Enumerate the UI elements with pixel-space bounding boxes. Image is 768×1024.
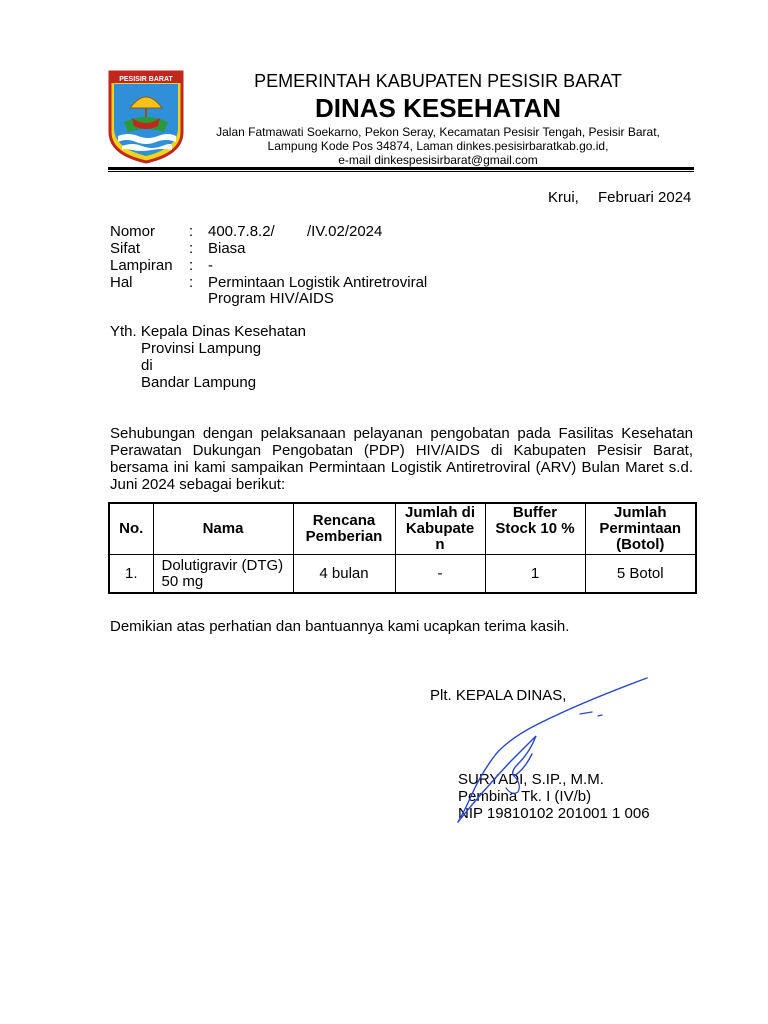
signatory-title: Plt. KEPALA DINAS, xyxy=(430,687,567,704)
sifat-colon: : xyxy=(189,240,194,257)
recipient-line-3: di xyxy=(141,357,153,374)
hal-value-line-1: Permintaan Logistik Antiretroviral xyxy=(208,274,428,291)
logo-label: PESISIR BARAT xyxy=(119,76,173,83)
col-header-permintaan-1: Jumlah xyxy=(613,504,667,521)
handwritten-signature xyxy=(452,672,657,830)
signatory-rank: Pembina Tk. I (IV/b) xyxy=(458,788,592,805)
cell-nama xyxy=(153,555,293,594)
cell-buffer: 1 xyxy=(485,555,585,594)
letter-date: Februari 2024 xyxy=(598,189,692,206)
header-agency-name: DINAS KESEHATAN xyxy=(314,93,562,123)
cell-jumlah-kabupaten: - xyxy=(395,555,485,594)
hal-value-line-2: Program HIV/AIDS xyxy=(208,290,334,307)
cell-rencana: 4 bulan xyxy=(293,555,395,594)
logistics-request-table xyxy=(108,502,697,594)
header-address-line-2: Lampung Kode Pos 34874, Laman dinkes.pesisirbaratkab.go.id, xyxy=(267,139,609,153)
pesisir-barat-emblem-logo xyxy=(108,70,184,164)
nomor-colon: : xyxy=(189,223,194,240)
cell-nama-line-2: 50 mg xyxy=(161,572,204,590)
recipient-line-1: Yth. Kepala Dinas Kesehatan xyxy=(110,323,306,340)
col-header-rencana-2: Pemberian xyxy=(305,528,383,545)
col-header-jumlah-kabupaten xyxy=(395,503,485,555)
col-header-nama: Nama xyxy=(153,503,293,555)
col-header-rencana xyxy=(293,503,395,555)
cell-nama-line-1: Dolutigravir (DTG) xyxy=(161,556,284,574)
body-paragraph: Sehubungan dengan pelaksanaan pelayanan pengobatan pada Fasilitas Kesehatan Perawatan Dukungan Pengobatan (PDP) HIV/AIDS di Kabupaten Pesisir Barat, bersama ini kami sampaikan Permintaan Logistik Antiretroviral (ARV) Bulan Maret s.d. Juni 2024 sebagai berikut: xyxy=(110,425,693,493)
recipient-line-4: Bandar Lampung xyxy=(141,374,257,391)
letter-date-city: Krui, xyxy=(548,189,579,206)
hal-label: Hal xyxy=(110,274,133,291)
signatory-name: SURYADI, S.IP., M.M. xyxy=(458,771,604,788)
col-header-permintaan-3: (Botol) xyxy=(616,536,665,553)
lampiran-value: - xyxy=(208,257,213,274)
sifat-value: Biasa xyxy=(208,240,246,257)
letterhead-thick-rule xyxy=(108,167,694,170)
letterhead-thin-rule xyxy=(108,171,694,172)
col-header-jumlah-kab-2: Kabupate xyxy=(405,520,475,537)
closing-sentence: Demikian atas perhatian dan bantuannya kami ucapkan terima kasih. xyxy=(110,618,570,635)
nomor-value: 400.7.8.2/ xyxy=(208,223,275,240)
col-header-rencana-1: Rencana xyxy=(312,512,376,529)
hal-colon: : xyxy=(189,274,194,291)
cell-jumlah-permintaan: 5 Botol xyxy=(585,555,696,594)
signatory-nip: NIP 19810102 201001 1 006 xyxy=(458,805,650,822)
col-header-jumlah-kab-1: Jumlah di xyxy=(404,504,475,521)
header-email-line: e-mail dinkespesisirbarat@gmail.com xyxy=(338,153,538,167)
cell-no: 1. xyxy=(109,555,153,594)
col-header-jumlah-kab-3: n xyxy=(435,536,445,553)
col-header-buffer xyxy=(485,503,585,555)
table-row xyxy=(109,555,696,594)
col-header-no: No. xyxy=(109,503,153,555)
sifat-label: Sifat xyxy=(110,240,141,257)
col-header-buffer-1: Buffer xyxy=(512,504,558,521)
lampiran-label: Lampiran xyxy=(110,257,173,274)
nomor-label: Nomor xyxy=(110,223,156,240)
nomor-suffix: /IV.02/2024 xyxy=(307,223,383,240)
recipient-line-2: Provinsi Lampung xyxy=(141,340,262,357)
table-header-row xyxy=(109,503,696,555)
header-government-name: PEMERINTAH KABUPATEN PESISIR BARAT xyxy=(254,71,622,91)
col-header-jumlah-permintaan xyxy=(585,503,696,555)
lampiran-colon: : xyxy=(189,257,194,274)
header-address-line-1: Jalan Fatmawati Soekarno, Pekon Seray, Kecamatan Pesisir Tengah, Pesisir Barat, xyxy=(216,125,660,139)
col-header-buffer-2: Stock 10 % xyxy=(495,520,575,537)
col-header-permintaan-2: Permintaan xyxy=(599,520,682,537)
